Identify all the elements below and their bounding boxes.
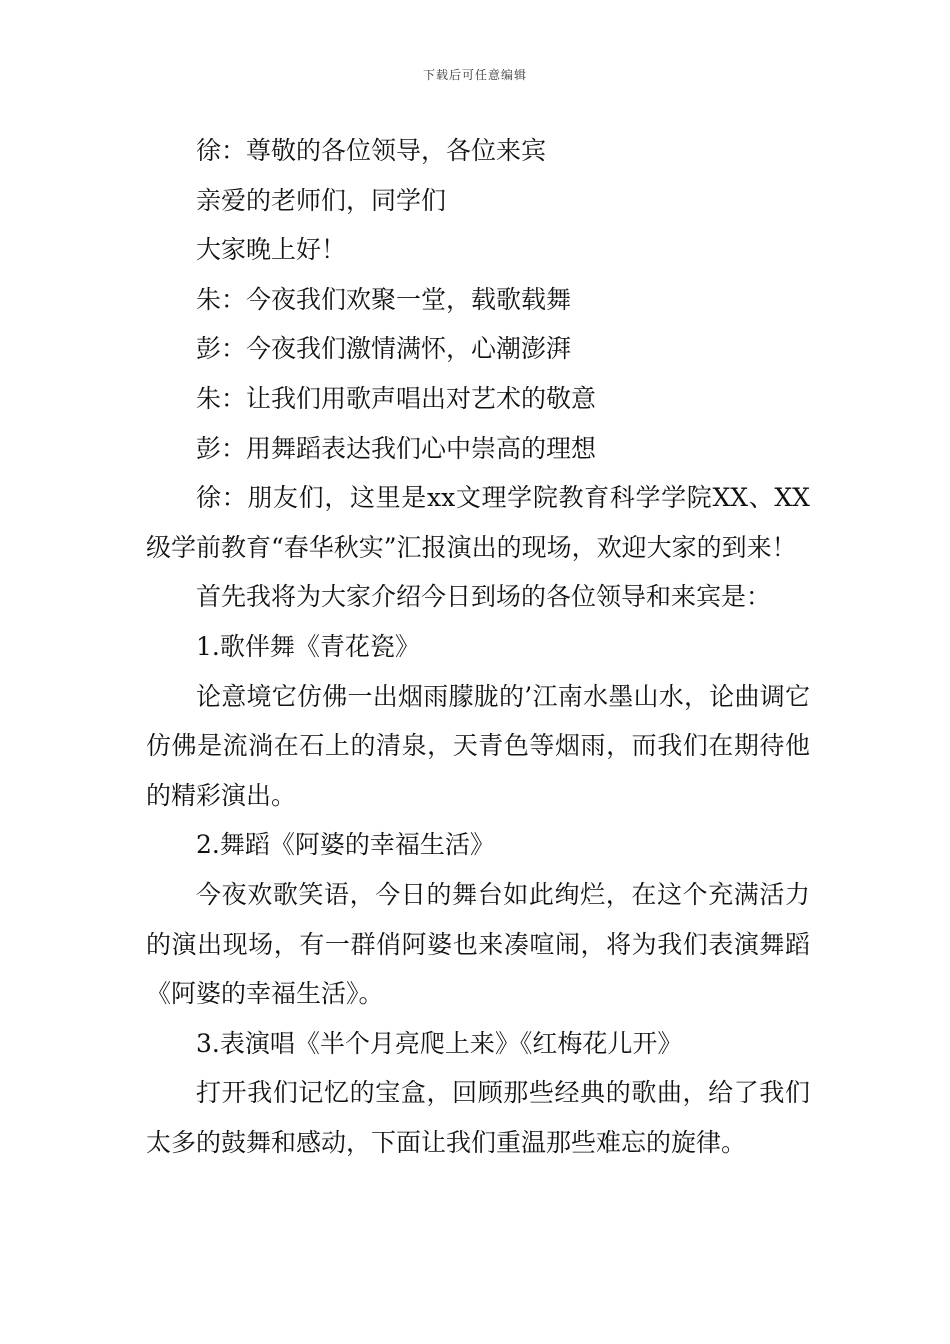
paragraph-4: 朱：今夜我们欢聚一堂，载歌载舞 [196, 284, 572, 314]
program-item-1-title: 1.歌伴舞《青花瓷》 [196, 631, 420, 661]
program-item-3-intro: 打开我们记忆的宝盒，回顾那些经典的歌曲，给了我们太多的鼓舞和感动，下面让我们重温那些难忘的旋律。 [146, 1078, 810, 1157]
paragraph-8: 徐：朋友们，这里是xx文理学院教育科学学院XX、XX级学前教育“春华秋实”汇报演出的现场，欢迎大家的到来！ [146, 483, 810, 562]
program-item-1-intro: 论意境它仿佛一出烟雨朦胧的’江南水墨山水，论曲调它仿佛是流淌在石上的清泉，天青色等烟雨，而我们在期待他的精彩演出。 [146, 681, 810, 810]
paragraph-1: 徐：尊敬的各位领导，各位来宾 [196, 136, 547, 165]
paragraph-5: 彭：今夜我们激情满怀，心潮澎湃 [196, 334, 572, 364]
paragraph-3: 大家晚上好！ [196, 235, 347, 265]
program-item-2-title: 2.舞蹈《阿婆的幸福生活》 [196, 830, 495, 860]
paragraph-7: 彭：用舞蹈表达我们心中崇高的理想 [196, 433, 597, 463]
header-note: 下载后可任意编辑 [422, 68, 527, 82]
program-item-2-intro: 今夜欢歌笑语，今日的舞台如此绚烂，在这个充满活力的演出现场，有一群俏阿婆也来凑喧闹，将为我们表演舞蹈《阿婆的幸福生活》。 [146, 879, 810, 1009]
document-body [146, 126, 810, 1167]
paragraph-6: 朱：让我们用歌声唱出对艺术的敬意 [196, 383, 597, 413]
program-item-3-title: 3.表演唱《半个月亮爬上来》《红梅花儿开》 [196, 1028, 683, 1058]
paragraph-2: 亲爱的老师们，同学们 [196, 185, 447, 215]
paragraph-9: 首先我将为大家介绍今日到场的各位领导和来宾是： [196, 582, 772, 612]
